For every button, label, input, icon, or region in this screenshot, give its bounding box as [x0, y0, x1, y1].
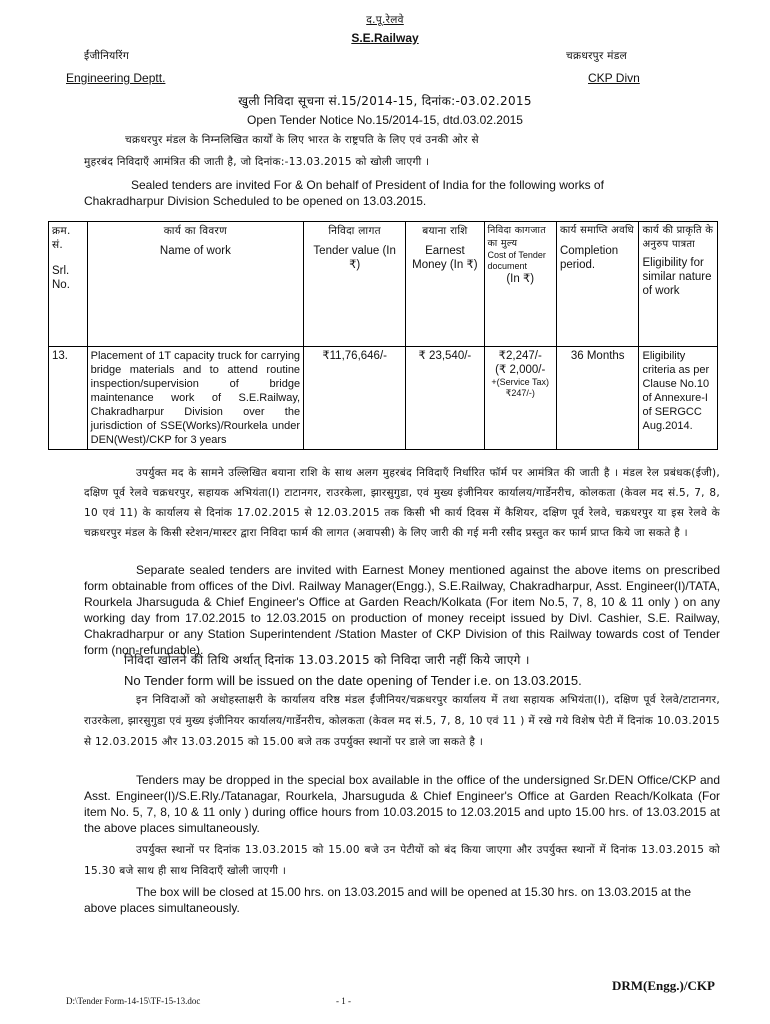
col-eligibility-header: कार्य की प्राकृति के अनुरुप पात्रता Eligibility for similar nature of work [639, 222, 718, 347]
footer-page-number: - 1 - [336, 996, 351, 1006]
col-completion-header: कार्य समाप्ति अवधि Completion period. [556, 222, 639, 347]
dept-label: Engineering Deptt. [66, 71, 166, 85]
notice-title: Open Tender Notice No.15/2014-15, dtd.03.02.2015 [247, 113, 523, 127]
row-cost: ₹2,247/- (₹ 2,000/- +(Service Tax) ₹247/-) [484, 347, 556, 450]
para-3-english: Tenders may be dropped in the special box available in the office of the undersigned Sr.DEN Office/CKP and Asst. Engineer(I)/S.E.Rly./Tatanagar, Rourkela, Jharsuguda & Chief Engineer's Office at Garden Reach/Kolkata (For item No. 5, 7, 8, 10 & 11 only ) during office hours from 10.03.2015 to 12.03.2015 and upto 15.00 hrs. of 13.03.2015 at the above places simultaneously. [84, 773, 720, 835]
row-sno: 13. [49, 347, 88, 450]
hindi-intro-line-2: मुहरबंद निविदाएँ आमंत्रित की जाती है, जो दिनांक:-13.03.2015 को खोली जाएगी । [84, 156, 430, 168]
col-earnest-header: बयाना राशि Earnest Money (In ₹) [406, 222, 484, 347]
col-sno-header: क्रम. सं. Srl. No. [49, 222, 88, 347]
para-3-hindi: इन निविदाओं को अधोहस्ताक्षरी के कार्यालय वरिष्ठ मंडल ईंजीनियर/चक्रधरपुर कार्यालय में तथा सहायक अभियंता(I), दक्षिण पूर्व रेलवे/टाटानगर, राउरकेला, झारसुगुडा एवं मुख्य इंजीनियर कार्यालय/गार्डेनरीच, कोलकता (केवल मद सं.5, 7, 8, 10 एवं 11 ) में रखे गये विशेष पेटी में दिनांक 10.03.2015 से 12.03.2015 और 13.03.2015 को 15.00 बजे तक उपर्युक्त स्थानों पर डाले जा सकते है । [84, 694, 720, 748]
col-work-header: कार्य का विवरण Name of work [87, 222, 303, 347]
row-work: Placement of 1T capacity truck for carrying bridge materials and to attend routine inspection/supervision of bridge maintenance work of S.E.Railway, Chakradharpur Division over the jurisdiction of SSE(Works)/Rourkela under DEN(West)/CKP for 3 years [87, 347, 303, 450]
row-value: ₹11,76,646/- [304, 347, 406, 450]
table-header-row [49, 222, 718, 347]
row-eligibility: Eligibility criteria as per Clause No.10 of Annexure-I of SERGCC Aug.2014. [639, 347, 718, 450]
para-2-english: No Tender form will be issued on the date opening of Tender i.e. on 13.03.2015. [124, 673, 582, 688]
para-2-hindi: निविदा खोलने की तिथि अर्थात् दिनांक 13.03.2015 को निविदा जारी नहीं किये जाएगे । [124, 653, 530, 667]
footer-path: D:\Tender Form-14-15\TF-15-13.doc [66, 996, 201, 1006]
row-completion: 36 Months [556, 347, 639, 450]
para-4-english: The box will be closed at 15.00 hrs. on 13.03.2015 and will be opened at 15.30 hrs. on 13.03.2015 at the above places simultaneously. [84, 885, 692, 915]
hindi-notice-title: खुली निविदा सूचना सं.15/2014-15, दिनांक:-03.02.2015 [238, 94, 532, 108]
row-earnest: ₹ 23,540/- [406, 347, 484, 450]
intro-line-1: Sealed tenders are invited For & On behalf of President of India for the following works of [131, 178, 604, 192]
hindi-dept: ईंजीनियरिंग [84, 50, 130, 62]
railway-title: S.E.Railway [351, 31, 419, 45]
col-value-header: निविदा लागत Tender value (In ₹) [304, 222, 406, 347]
para-1-hindi: उपर्युक्त मद के सामने उल्लिखित बयाना राशि के साथ अलग मुहरबंद निविदाएँ निर्धारित फॉर्म पर आमंत्रित की जाती है । मंडल रेल प्रबंधक(ईजी), दक्षिण पूर्व रेलवे चक्रधरपुर, सहायक अभियंता(I) टाटानगर, राउरकेला, झारसुगुडा, एवं मुख्य इंजीनियर कार्यालय/गार्डेनरीच, कोलकता (केवल मद सं.5, 7, 8, 10 एवं 11) के कार्यालय से दिनांक 17.02.2015 से 12.03.2015 तक किसी भी कार्य दिवस में कैशियर, दक्षिण पूर्व रेलवे, चक्रधरपुर या इस रेलवे के चक्रधरपुर मंडल के किसी स्टेशन/मास्टर द्वारा निविदा फार्म की लागत (अवापसी) के लिए जारी की गई मनी रसीद प्रस्तुत कर फार्म प्राप्त किये जा सकते है । [84, 467, 720, 539]
para-1-english: Separate sealed tenders are invited with Earnest Money mentioned against the above items on prescribed form obtainable from offices of the Divl. Railway Manager(Engg.), S.E.Railway, Chakradharpur, Asst. Engineer(I)/TATA, Rourkela Jharsuguda & Chief Engineer's Office at Garden Reach/Kolkata (For item No.5, 7, 8, 10 & 11 only ) on any working day from 17.02.2015 to 12.03.2015 on production of money receipt issued by Divl. Cashier, S.E. Railway, Chakradharpur or any Station Superintendent /Station Master of CKP Division of this Railway towards cost of Tender form (non-refundable). [84, 563, 720, 657]
signature: DRM(Engg.)/CKP [612, 978, 715, 993]
tender-table [48, 221, 718, 450]
divn-label: CKP Divn [588, 71, 640, 85]
hindi-divn: चक्रधरपुर मंडल [566, 50, 628, 62]
hindi-railway-title: द.पू.रेलवे [366, 14, 404, 26]
col-cost-header: निविदा कागजात का मुल्य Cost of Tender document (In ₹) [484, 222, 556, 347]
hindi-intro-line-1: चक्रधरपुर मंडल के निम्नलिखित कार्यों के लिए भारत के राष्ट्रपति के लिए एवं उनकी ओर से [125, 134, 479, 146]
para-4-hindi: उपर्युक्त स्थानों पर दिनांक 13.03.2015 को 15.00 बजे उन पेटीयों को बंद किया जाएगा और उपर्युक्त स्थानों में दिनांक 13.03.2015 को 15.30 बजे साथ ही साथ निविदाएँ खोली जाएगी । [84, 844, 720, 877]
intro-line-2: Chakradharpur Division Scheduled to be opened on 13.03.2015. [84, 194, 427, 208]
table-row [49, 347, 718, 450]
